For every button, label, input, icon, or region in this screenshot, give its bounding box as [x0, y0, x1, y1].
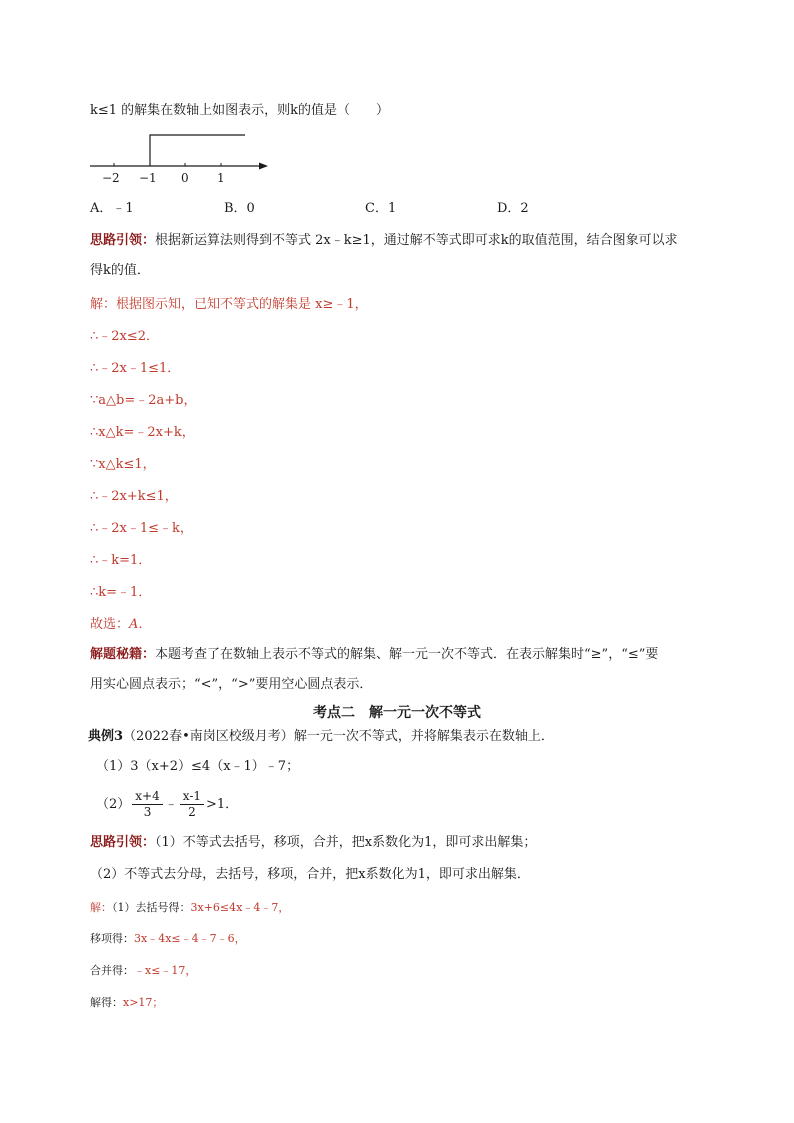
- example-text: 解一元一次不等式，并将解集表示在数轴上．: [293, 729, 554, 744]
- secret-label: 解题秘籍：: [90, 647, 156, 662]
- number-line-arrow-icon: [259, 163, 268, 170]
- section-title: 考点二 解一元一次不等式: [313, 705, 481, 721]
- solution-choice: [90, 616, 151, 634]
- solution2-line-4-prefix: 解得：: [90, 996, 123, 1009]
- solution-step: ∴k=﹣1．: [90, 585, 152, 600]
- fraction-2-denominator: 2: [188, 805, 196, 819]
- solution2-line-4-math: x>17；: [123, 996, 164, 1009]
- solution-set-bracket: [150, 135, 245, 166]
- fraction-1: [132, 789, 162, 820]
- tick-label: 1: [217, 171, 225, 185]
- secret-text: 本题考查了在数轴上表示不等式的解集、解一元一次不等式．在表示解集时“≥”，“≤”要: [155, 647, 659, 662]
- solution-intro: [90, 296, 368, 314]
- fraction-2: [180, 789, 204, 820]
- hint-label: 思路引领：: [90, 233, 156, 248]
- option-c: C．1: [365, 201, 397, 216]
- option-a: A．﹣1: [90, 201, 134, 216]
- example-question-1: （1）3（x+2）≤4（x﹣1）﹣7；: [96, 759, 300, 774]
- solution2-line-2-math: 3x﹣4x≤﹣4﹣7﹣6，: [134, 932, 246, 945]
- example-label: 典例3: [88, 729, 124, 744]
- solution2-line-4: [90, 994, 163, 1012]
- tick-label: −1: [139, 171, 157, 185]
- solution-step: ∵x△k≤1，: [90, 457, 156, 472]
- option-b: B．0: [224, 201, 255, 216]
- solution-step: ∴x△k=﹣2x+k，: [90, 425, 195, 440]
- solution2-label: 解：: [90, 901, 112, 914]
- solution-step: ∴﹣2x﹣1≤1．: [90, 361, 181, 376]
- solution2-line-3: [90, 962, 196, 980]
- q2-prefix: （2）: [96, 797, 131, 812]
- choice-answer: A．: [129, 617, 152, 632]
- example-question-2: [96, 788, 238, 822]
- solution2-line-2: [90, 930, 246, 948]
- hint2-text: （1）不等式去括号，移项，合并，把x系数化为1，即可求出解集；: [155, 835, 537, 850]
- solution-step: ∵a△b=﹣2a+b，: [90, 393, 197, 408]
- secret-line-1: [90, 646, 658, 664]
- solution-step: ∴﹣k=1．: [90, 553, 152, 568]
- example-source: （2022春•南岗区校级月考）: [123, 729, 294, 744]
- solution2-line-1: [90, 899, 289, 917]
- fraction-1-denominator: 3: [143, 805, 152, 819]
- tick-label: 0: [181, 171, 189, 185]
- fraction-2-numerator: x-1: [180, 789, 204, 805]
- secret-line-2: 用实心圆点表示；“<”，“>”要用空心圆点表示．: [90, 677, 373, 692]
- number-line-figure: [88, 128, 288, 188]
- tick-label: −2: [102, 171, 120, 185]
- choice-prefix: 故选：: [90, 617, 130, 632]
- q2-suffix: >1．: [206, 797, 239, 812]
- solution-intro-text: 根据图示知，已知不等式的解集是: [116, 297, 316, 312]
- hint2-line-1: [90, 834, 536, 852]
- option-d: D．2: [497, 201, 529, 216]
- hint-line-1: [90, 232, 678, 250]
- solution2-line-3-prefix: 合并得：: [90, 964, 134, 977]
- hint2-label: 思路引领：: [90, 835, 156, 850]
- solution-intro-answer: x≥﹣1，: [315, 297, 368, 312]
- solution2-line-2-prefix: 移项得：: [90, 932, 134, 945]
- solution2-line-1-math: 3x+6≤4x﹣4﹣7，: [190, 901, 290, 914]
- hint-line-2: 得k的值．: [90, 263, 150, 278]
- solution-step: ∴﹣2x﹣1≤﹣k，: [90, 521, 193, 536]
- solution-step: ∴﹣2x+k≤1，: [90, 489, 178, 504]
- hint-text: 根据新运算法则得到不等式 2x﹣k≥1，通过解不等式即可求k的取值范围，结合图象可以求: [155, 233, 678, 248]
- problem-stem: k≤1 的解集在数轴上如图表示，则k的值是（ ）: [90, 103, 390, 118]
- q2-minus: ﹣: [164, 797, 178, 812]
- solution-label: 解：: [90, 297, 117, 312]
- solution2-line-1-prefix: （1）去括号得：: [112, 901, 191, 914]
- solution-step: ∴﹣2x≤2．: [90, 329, 160, 344]
- hint2-line-2: （2）不等式去分母，去括号，移项，合并，把x系数化为1，即可求出解集．: [90, 867, 530, 882]
- fraction-1-numerator: x+4: [132, 789, 162, 805]
- solution2-line-3-math: ﹣x≤﹣17，: [134, 964, 197, 977]
- example-header: [88, 728, 554, 746]
